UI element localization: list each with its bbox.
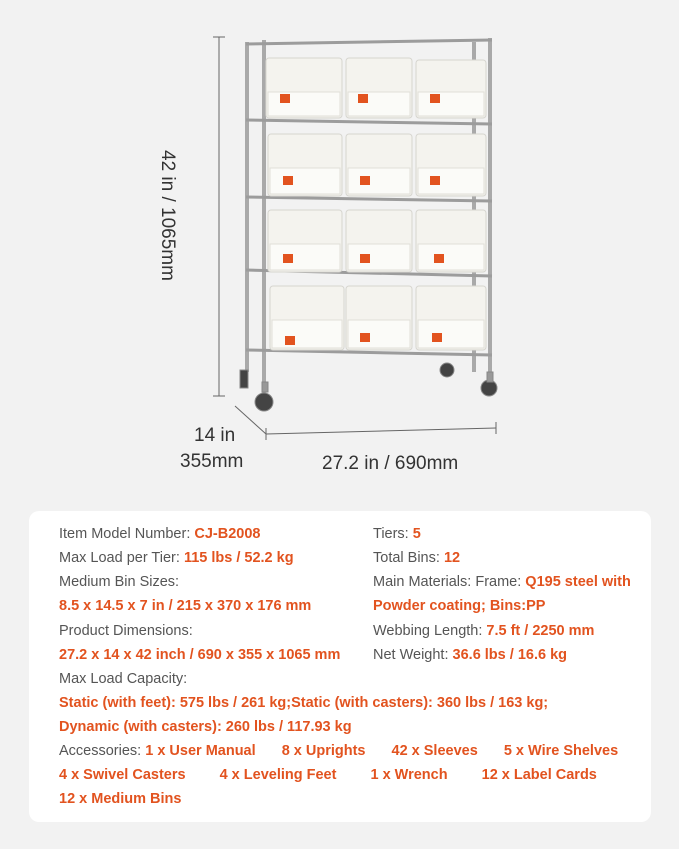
- materials-row: [373, 572, 631, 592]
- max-load-value: 115 lbs / 52.2 kg: [183, 550, 294, 566]
- total-bins-value: 12: [443, 550, 461, 566]
- accessories-label: Accessories:: [59, 743, 142, 759]
- depth-in-label: 14 in: [194, 425, 236, 446]
- capacity-line-1: Static (with feet): 575 lbs / 261 kg;Static (with casters): 360 lbs / 163 kg;: [59, 695, 549, 711]
- tiers-label: Tiers:: [373, 526, 409, 542]
- model-label: Item Model Number:: [59, 526, 191, 542]
- webbing-row: [373, 621, 594, 641]
- width-dimension-line: [266, 422, 496, 440]
- depth-mm-label: 355mm: [180, 451, 244, 472]
- product-dim-value: 27.2 x 14 x 42 inch / 690 x 355 x 1065 mm: [59, 647, 341, 663]
- accessory-item: 42 x Sleeves: [391, 743, 478, 759]
- net-weight-row: [373, 645, 567, 665]
- net-weight-label: Net Weight:: [373, 647, 449, 663]
- height-label: 42 in / 1065mm: [157, 150, 178, 281]
- total-bins-row: [373, 548, 460, 568]
- accessory-item: 1 x Wrench: [370, 767, 448, 783]
- accessory-item: 5 x Wire Shelves: [503, 743, 619, 759]
- accessories-row-3: [59, 789, 203, 809]
- webbing-label: Webbing Length:: [373, 623, 483, 639]
- max-load-row: [59, 548, 294, 568]
- product-dim-label: Product Dimensions:: [59, 623, 193, 639]
- bin-sizes-value: 8.5 x 14.5 x 7 in / 215 x 370 x 176 mm: [59, 598, 312, 614]
- net-weight-value: 36.6 lbs / 16.6 kg: [452, 647, 567, 663]
- accessory-item: 4 x Leveling Feet: [219, 767, 337, 783]
- accessory-item: 1 x User Manual: [145, 743, 256, 759]
- width-label: 27.2 in / 690mm: [322, 453, 459, 474]
- specs-card: [29, 511, 651, 822]
- tiers-row: [373, 524, 421, 544]
- casters: [240, 363, 497, 411]
- accessory-item: 12 x Medium Bins: [59, 791, 182, 807]
- materials-label: Main Materials: Frame:: [373, 574, 522, 590]
- tiers-value: 5: [412, 526, 421, 542]
- capacity-label: Max Load Capacity:: [59, 671, 188, 687]
- model-row: [59, 524, 260, 544]
- total-bins-label: Total Bins:: [373, 550, 440, 566]
- accessory-item: 4 x Swivel Casters: [59, 767, 186, 783]
- capacity-line-2: Dynamic (with casters): 260 lbs / 117.93 kg: [59, 719, 352, 735]
- height-dimension-line: [213, 37, 225, 396]
- bin-sizes-label: Medium Bin Sizes:: [59, 574, 180, 590]
- accessory-item: 12 x Label Cards: [481, 767, 597, 783]
- max-load-label: Max Load per Tier:: [59, 550, 180, 566]
- materials-value-2: Powder coating; Bins:PP: [373, 598, 546, 614]
- model-value: CJ-B2008: [194, 526, 261, 542]
- webbing-value: 7.5 ft / 2250 mm: [486, 623, 595, 639]
- accessories-row-1: [59, 741, 640, 761]
- materials-value-1: Q195 steel with: [525, 574, 631, 590]
- accessory-item: 8 x Uprights: [281, 743, 366, 759]
- accessories-row-2: [59, 765, 619, 785]
